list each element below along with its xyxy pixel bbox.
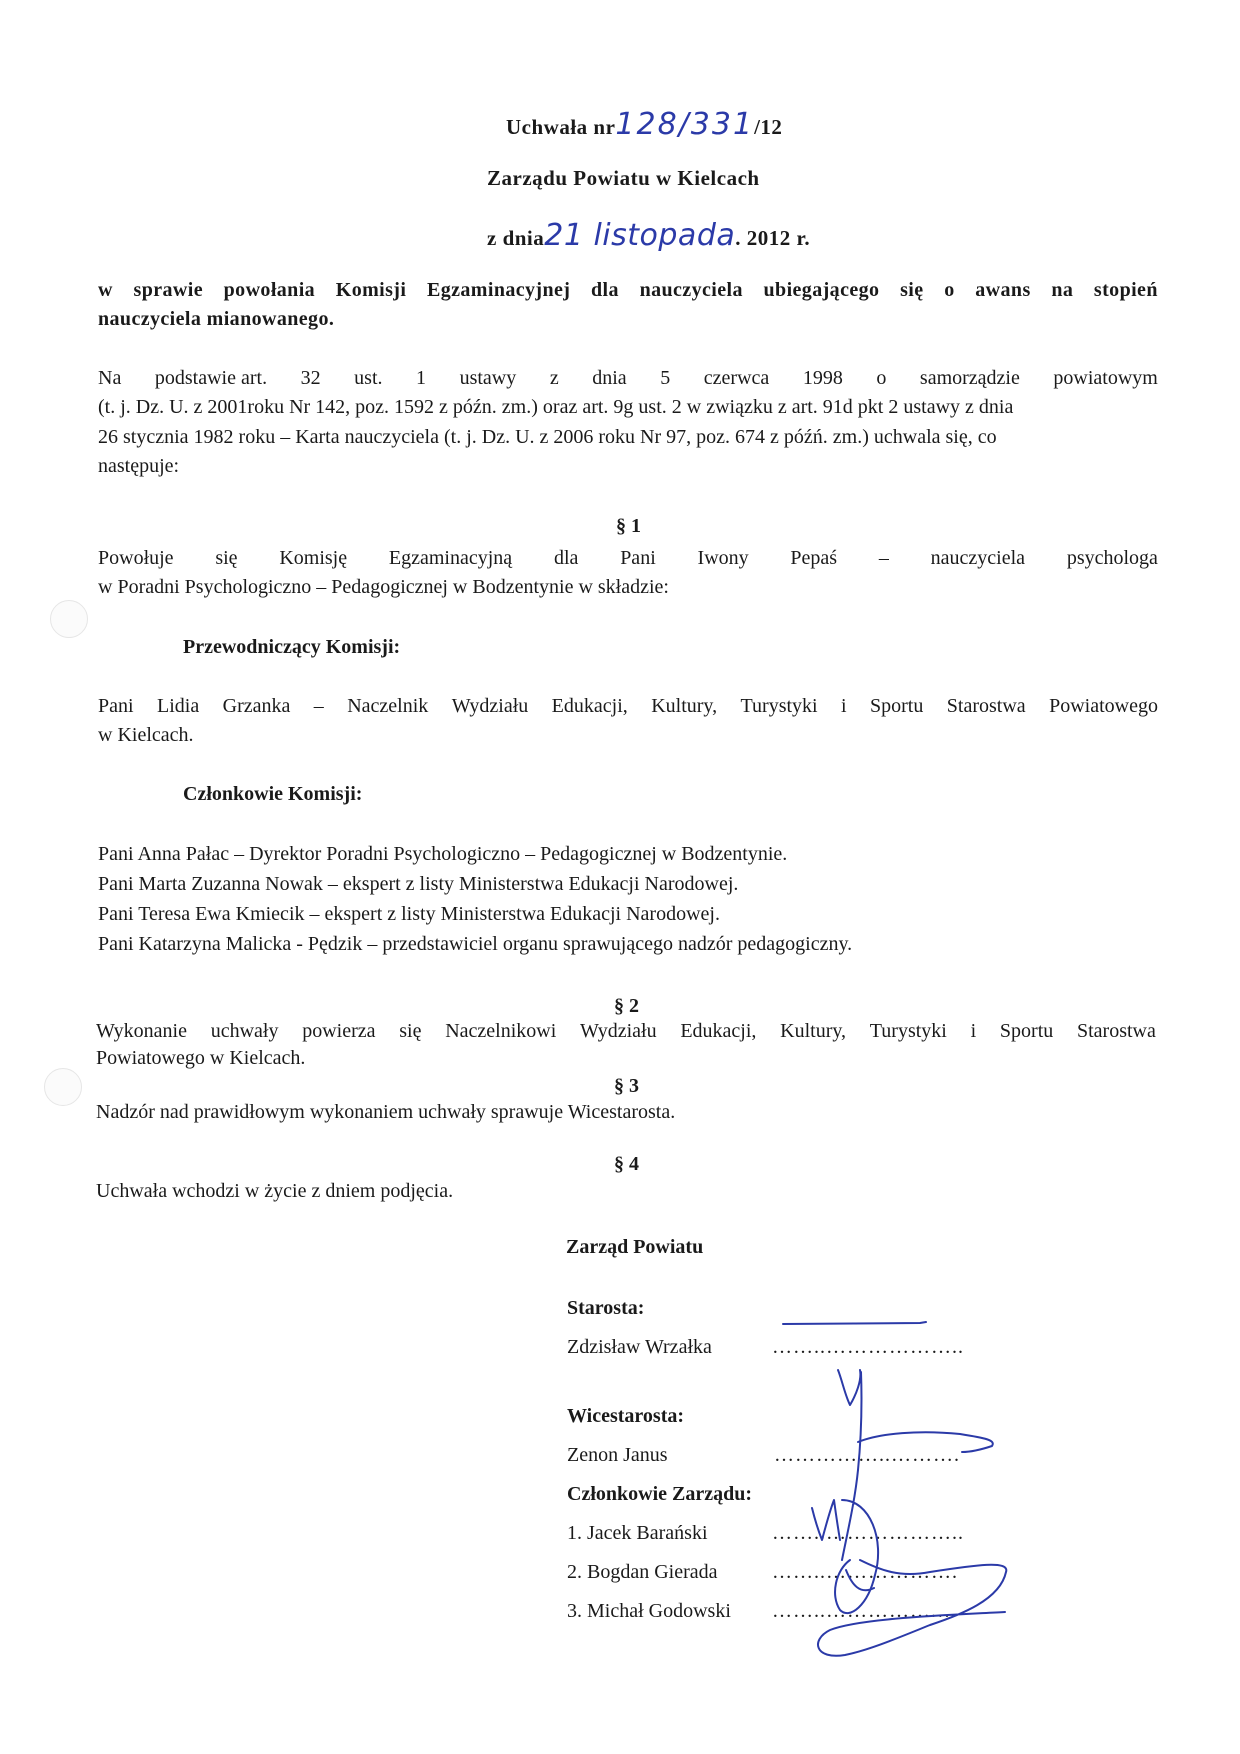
legal-basis-line-2: (t. j. Dz. U. z 2001roku Nr 142, poz. 1592 z późn. zm.) oraz art. 9g ust. 2 w związku z art. 91d pkt 2 ustawy z dnia <box>98 396 1014 418</box>
board-members-heading: Członkowie Zarządu: <box>567 1483 752 1505</box>
starosta-signature-line: ……..……………….. <box>772 1336 964 1358</box>
chair-heading: Przewodniczący Komisji: <box>183 636 401 658</box>
word: Wykonanie <box>96 1020 187 1042</box>
word: 32 <box>300 367 321 389</box>
handwritten-date: 21 listopada <box>544 218 736 253</box>
word: w <box>98 279 113 301</box>
word: 1998 <box>802 367 843 389</box>
word: i <box>970 1020 977 1042</box>
word: 5 <box>660 367 671 389</box>
legal-basis-line-4: następuje: <box>98 455 180 477</box>
word: ustawy <box>459 367 517 389</box>
starosta-name: Zdzisław Wrzałka <box>567 1336 712 1358</box>
resolution-suffix: /12 <box>754 115 783 139</box>
section-2-line-2: Powiatowego w Kielcach. <box>96 1047 306 1069</box>
board-member-signature-line: ……..……………….. <box>772 1522 964 1544</box>
word: się <box>215 547 238 569</box>
board-member-signature-line: ……..…………….… <box>772 1600 958 1622</box>
board-member-signature-line: ……..………………. <box>772 1561 958 1583</box>
word: powołania <box>223 279 316 301</box>
word: się <box>399 1020 422 1042</box>
word: Edukacji, <box>551 695 628 717</box>
word: nauczyciela <box>639 279 743 301</box>
word: Powiatowego <box>1049 695 1158 717</box>
word: Wydziału <box>451 695 529 717</box>
word: Edukacji, <box>680 1020 757 1042</box>
word: 1 <box>416 367 427 389</box>
word: dla <box>553 547 579 569</box>
word: psychologa <box>1066 547 1158 569</box>
subject-line-2: nauczyciela mianowanego. <box>98 308 335 330</box>
section-2-heading: § 2 <box>614 995 639 1017</box>
board-member-name: 1. Jacek Barański <box>567 1522 708 1544</box>
word: Starostwa <box>946 695 1026 717</box>
section-4-heading: § 4 <box>614 1153 639 1175</box>
member-item: Pani Teresa Ewa Kmiecik – ekspert z listy Ministerstwa Edukacji Narodowej. <box>98 903 720 925</box>
word: podstawie art. <box>154 367 268 389</box>
vice-name: Zenon Janus <box>567 1444 668 1466</box>
word: o <box>944 279 955 301</box>
word: Egzaminacyjną <box>388 547 513 569</box>
board-member-name: 2. Bogdan Gierada <box>567 1561 718 1583</box>
members-heading: Członkowie Komisji: <box>183 783 363 805</box>
board-member-name: 3. Michał Godowski <box>567 1600 731 1622</box>
date-suffix: . 2012 r. <box>735 226 811 250</box>
word: Egzaminacyjnej <box>426 279 571 301</box>
starosta-signature-stroke <box>783 1322 926 1324</box>
word: awans <box>975 279 1031 301</box>
members-signature-stroke <box>812 1470 1006 1656</box>
word: Pani <box>620 547 656 569</box>
member-item: Pani Anna Pałac – Dyrektor Poradni Psychologiczno – Pedagogicznej w Bodzentynie. <box>98 843 788 865</box>
member-item: Pani Katarzyna Malicka - Pędzik – przedstawiciel organu sprawującego nadzór pedagogiczny. <box>98 933 853 955</box>
member-item: Pani Marta Zuzanna Nowak – ekspert z listy Ministerstwa Edukacji Narodowej. <box>98 873 739 895</box>
word: Komisji <box>335 279 407 301</box>
handwritten-resolution-number: 128/331 <box>615 107 755 142</box>
word: i <box>841 695 847 717</box>
date-prefix: z dnia <box>487 226 545 250</box>
vice-signature-line: ……………..………. <box>774 1444 960 1466</box>
legal-basis-line-3: 26 stycznia 1982 roku – Karta nauczyciela (t. j. Dz. U. z 2006 roku Nr 97, poz. 674 z późń. zm.) uchwala się, co <box>98 426 997 448</box>
vice-heading: Wicestarosta: <box>567 1405 685 1427</box>
word: ubiegającego <box>763 279 880 301</box>
word: powierza <box>302 1020 376 1042</box>
word: czerwca <box>703 367 770 389</box>
section-3-heading: § 3 <box>614 1075 639 1097</box>
word: Naczelnikowi <box>445 1020 557 1042</box>
word: Kultury, <box>780 1020 847 1042</box>
word: Komisję <box>279 547 348 569</box>
word: o <box>876 367 887 389</box>
word: Sportu <box>870 695 924 717</box>
word: dla <box>591 279 619 301</box>
word: dnia <box>592 367 627 389</box>
word: Pepaś <box>790 547 838 569</box>
board-title: Zarząd Powiatu <box>566 1236 704 1258</box>
word: Powołuje <box>98 547 174 569</box>
section-4-text: Uchwała wchodzi w życie z dniem podjęcia. <box>96 1180 454 1202</box>
word: Wydziału <box>580 1020 657 1042</box>
word: – <box>313 695 324 717</box>
word: się <box>900 279 924 301</box>
vice-signature-stroke <box>838 1370 993 1470</box>
word: Naczelnik <box>347 695 429 717</box>
authority-title: Zarządu Powiatu w Kielcach <box>487 166 760 190</box>
word: Starostwa <box>1076 1020 1156 1042</box>
word: na <box>1051 279 1074 301</box>
chair-line-2: w Kielcach. <box>98 724 194 746</box>
word: nauczyciela <box>930 547 1026 569</box>
word: Sportu <box>999 1020 1054 1042</box>
resolution-prefix: Uchwała nr <box>506 115 616 139</box>
word: uchwały <box>210 1020 279 1042</box>
word: Iwony <box>697 547 749 569</box>
word: stopień <box>1093 279 1158 301</box>
section-3-text: Nadzór nad prawidłowym wykonaniem uchwały sprawuje Wicestarosta. <box>96 1101 676 1123</box>
word: Kultury, <box>651 695 718 717</box>
word: Pani <box>98 695 134 717</box>
word: Na <box>98 367 122 389</box>
starosta-heading: Starosta: <box>567 1297 645 1319</box>
section-1-line-2: w Poradni Psychologiczno – Pedagogicznej w Bodzentynie w składzie: <box>98 576 669 598</box>
word: sprawie <box>133 279 203 301</box>
word: powiatowym <box>1053 367 1158 389</box>
word: Grzanka <box>222 695 291 717</box>
word: z <box>549 367 559 389</box>
word: ust. <box>354 367 383 389</box>
word: Lidia <box>156 695 200 717</box>
word: Turystyki <box>740 695 818 717</box>
word: – <box>878 547 889 569</box>
word: Turystyki <box>869 1020 947 1042</box>
word: samorządzie <box>919 367 1020 389</box>
section-1-heading: § 1 <box>616 515 641 537</box>
